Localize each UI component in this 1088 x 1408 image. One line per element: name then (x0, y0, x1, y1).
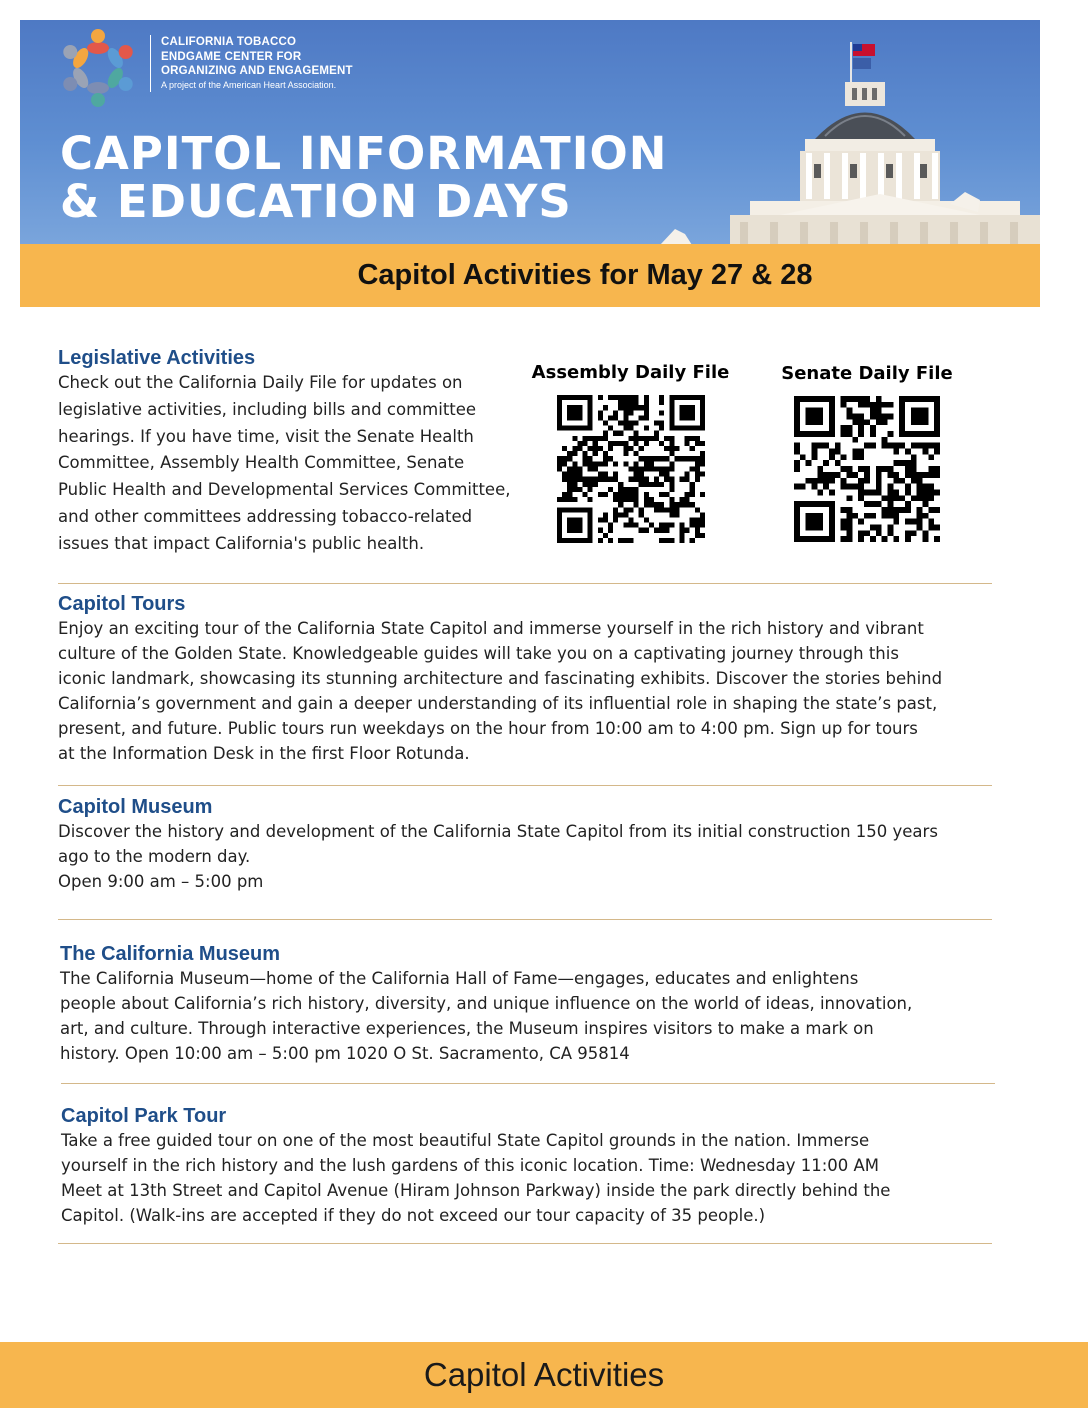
people-circle-logo-icon (56, 26, 140, 110)
body-line: The California Museum—home of the California Hall of Fame—engages, educates and enlightens (60, 969, 859, 988)
footer-bar (0, 1342, 1088, 1408)
org-line-3: ORGANIZING AND ENGAGEMENT (161, 65, 353, 77)
body-line: ago to the modern day. (58, 847, 251, 866)
section-capitol-tours (58, 592, 998, 766)
body-line: present, and future. Public tours run weekdays on the hour from 10:00 am to 4:00 pm. Sign up for tours (58, 719, 918, 738)
senate-qr-label: Senate Daily File (781, 363, 953, 384)
body-line: yourself in the rich history and the lush gardens of this iconic location. Time: Wednesday 11:00 AM (61, 1156, 880, 1175)
body-line: Meet at 13th Street and Capitol Avenue (Hiram Johnson Parkway) inside the park directly behind the (61, 1181, 891, 1200)
org-line-1: CALIFORNIA TOBACCO (161, 36, 297, 48)
assembly-qr-label: Assembly Daily File (531, 362, 730, 383)
body-line: culture of the Golden State. Knowledgeable guides will take you on a captivating journey through this (58, 644, 899, 663)
org-line-2: ENDGAME CENTER FOR (161, 50, 302, 63)
body-line: Enjoy an exciting tour of the California State Capitol and immerse yourself in the rich history and vibrant (58, 619, 924, 638)
page-subtitle: Capitol Activities for May 27 & 28 (357, 259, 813, 291)
body-line: art, and culture. Through interactive experiences, the Museum inspires visitors to make a mark on (60, 1019, 874, 1038)
body-line: hearings. If you have time, visit the Senate Health (58, 426, 474, 446)
header-banner (20, 20, 1040, 245)
assembly-qr-block (528, 362, 733, 543)
senate-qr-block (772, 363, 962, 542)
section-title: Capitol Museum (58, 796, 213, 818)
section-body (58, 370, 538, 558)
body-line: Capitol. (Walk-ins are accepted if they do not exceed our tour capacity of 35 people.) (61, 1206, 766, 1225)
body-line: people about California’s rich history, diversity, and unique influence on the world of ideas, innovation, (60, 994, 913, 1013)
assembly-daily-file-qr-code[interactable] (557, 395, 705, 543)
body-line: history. Open 10:00 am – 5:00 pm 1020 O St. Sacramento, CA 95814 (60, 1044, 630, 1063)
body-line: and other committees addressing tobacco-related (58, 506, 473, 526)
capitol-dome-illustration (630, 34, 1040, 245)
main-title-line-1: CAPITOL INFORMATION (60, 127, 668, 180)
section-divider (58, 919, 992, 920)
section-divider (58, 785, 992, 786)
section-body (58, 616, 998, 766)
section-body (60, 966, 990, 1066)
main-title (60, 127, 668, 228)
state-flag-icon (853, 58, 871, 69)
senate-daily-file-qr-code[interactable] (794, 396, 940, 542)
org-subline: A project of the American Heart Association. (161, 79, 337, 90)
footer-title: Capitol Activities (423, 1356, 665, 1393)
body-line: at the Information Desk in the first Floor Rotunda. (58, 744, 470, 763)
section-divider (58, 583, 992, 584)
section-title: Capitol Park Tour (61, 1105, 227, 1127)
body-line: California’s government and gain a deeper understanding of its influential role in shaping the state’s past, (58, 694, 938, 713)
section-title: The California Museum (60, 943, 281, 965)
section-california-museum (60, 942, 990, 1066)
section-body (61, 1128, 991, 1228)
section-capitol-museum (58, 795, 998, 894)
body-line: iconic landmark, showcasing its stunning architecture and fascinating exhibits. Discover the stories behind (58, 669, 943, 688)
body-line: issues that impact California's public health. (58, 533, 425, 553)
org-name (150, 35, 353, 92)
body-line: Committee, Assembly Health Committee, Senate (58, 453, 465, 473)
section-body (58, 819, 998, 894)
section-title: Legislative Activities (58, 347, 256, 369)
section-capitol-park-tour (61, 1104, 991, 1228)
section-title: Capitol Tours (58, 593, 186, 615)
section-divider (61, 1083, 995, 1084)
body-line: Discover the history and development of the California State Capitol from its initial construction 150 years (58, 822, 938, 841)
body-line: legislative activities, including bills and committee (58, 399, 477, 419)
section-divider (58, 1243, 992, 1244)
body-line: Check out the California Daily File for updates on (58, 373, 463, 392)
body-line: Take a free guided tour on one of the most beautiful State Capitol grounds in the nation. Immerse (61, 1131, 870, 1150)
subtitle-bar (20, 244, 1040, 307)
body-line: Open 9:00 am – 5:00 pm (58, 872, 264, 891)
body-line: Public Health and Developmental Services Committee, (58, 480, 511, 500)
main-title-line-2: & EDUCATION DAYS (60, 175, 572, 228)
